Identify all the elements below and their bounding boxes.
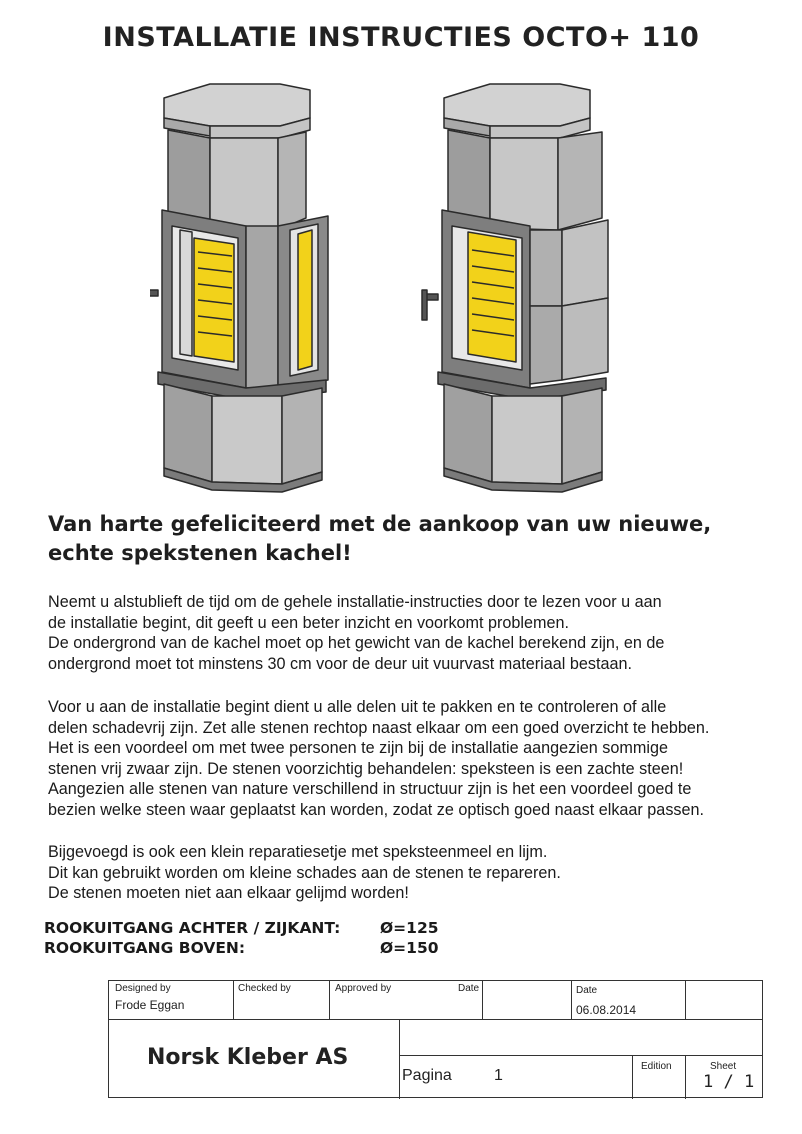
headline xyxy=(48,510,748,568)
stove-illustration-left xyxy=(150,84,328,492)
approved-by-label: Approved by xyxy=(335,983,392,994)
spec-value: Ø=125 xyxy=(380,919,439,937)
designed-by-value: Frode Eggan xyxy=(115,998,185,1012)
sheet-value: 1 / 1 xyxy=(703,1072,755,1092)
designed-by-label: Designed by xyxy=(115,983,171,994)
text-line: Dit kan gebruikt worden om kleine schades aan de stenen te repareren. xyxy=(48,863,561,882)
title-block xyxy=(108,980,763,1098)
spec-value: Ø=150 xyxy=(380,939,439,957)
spec-label: ROOKUITGANG ACHTER / ZIJKANT: xyxy=(44,919,341,937)
date-label: Date xyxy=(576,985,598,996)
flue-specs xyxy=(44,918,439,958)
checked-by-label: Checked by xyxy=(238,983,291,994)
text-line: De stenen moeten niet aan elkaar gelijmd worden! xyxy=(48,884,409,902)
paragraph-1 xyxy=(48,592,768,674)
spec-row xyxy=(44,938,439,958)
headline-line: Van harte gefeliciteerd met de aankoop van uw nieuwe, xyxy=(48,512,712,536)
paragraph-3 xyxy=(48,842,768,904)
date-label: Date xyxy=(458,983,480,994)
text-line: Aangezien alle stenen van nature verschillend in structuur zijn is het een voordeel goed te xyxy=(48,780,692,798)
pagina-value: 1 xyxy=(494,1067,503,1084)
headline-line: echte spekstenen kachel! xyxy=(48,541,352,565)
date-value: 06.08.2014 xyxy=(576,1003,637,1017)
text-line: stenen vrij zwaar zijn. De stenen voorzichtig behandelen: speksteen is een zachte steen! xyxy=(48,759,684,778)
text-line: Het is een voordeel om met twee personen te zijn bij de installatie aangezien sommige xyxy=(48,739,668,757)
company-name: Norsk Kleber AS xyxy=(147,1045,349,1070)
text-line: de installatie begint, dit geeft u een beter inzicht en voorkomt problemen. xyxy=(48,613,570,632)
text-line: bezien welke steen waar geplaatst kan worden, zodat ze optisch goed naast elkaar passen. xyxy=(48,800,705,819)
edition-label: Edition xyxy=(641,1061,672,1072)
spec-row xyxy=(44,918,439,938)
spec-label: ROOKUITGANG BOVEN: xyxy=(44,939,246,957)
page-title: INSTALLATIE INSTRUCTIES OCTO+ 110 xyxy=(102,22,700,53)
paragraph-2 xyxy=(48,697,768,820)
text-line: Neemt u alstublieft de tijd om de gehele installatie-instructies door te lezen voor u aan xyxy=(48,593,662,611)
text-line: De ondergrond van de kachel moet op het gewicht van de kachel berekend zijn, en de xyxy=(48,634,665,652)
sheet-label: Sheet xyxy=(710,1061,737,1072)
text-line: Bijgevoegd is ook een klein reparatiesetje met speksteenmeel en lijm. xyxy=(48,843,548,861)
text-line: ondergrond moet tot minstens 30 cm voor de deur uit vuurvast materiaal bestaan. xyxy=(48,654,632,673)
pagina-label: Pagina xyxy=(402,1067,452,1084)
text-line: Voor u aan de installatie begint dient u alle delen uit te pakken en te controleren of alle xyxy=(48,698,667,716)
stove-illustrations xyxy=(150,80,630,500)
stove-illustration-right xyxy=(422,84,608,492)
text-line: delen schadevrij zijn. Zet alle stenen rechtop naast elkaar om een goed overzicht te hebben. xyxy=(48,718,710,737)
